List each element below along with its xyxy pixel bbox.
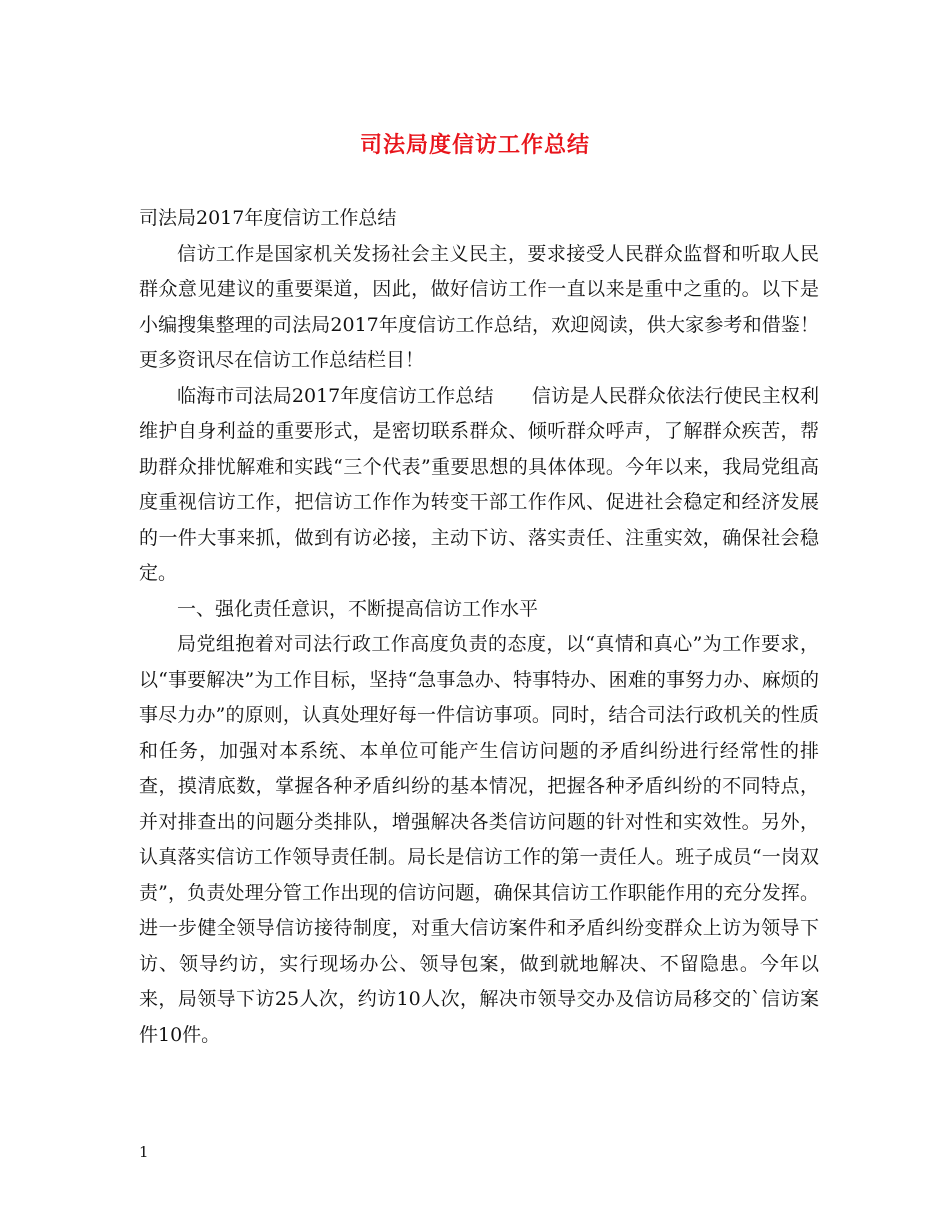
page-number: 1: [139, 1143, 149, 1161]
document-subtitle: 司法局2017年度信访工作总结: [139, 207, 397, 229]
document-body: [139, 201, 819, 1053]
paragraph-overview: 临海市司法局2017年度信访工作总结 信访是人民群众依法行使民主权利维护自身利益的重要形式，是密切联系群众、倾听群众呼声，了解群众疾苦，帮助群众排忧解难和实践“三个代表”重要思想的具体体现。今年以来，我局党组高度重视信访工作，把信访工作作为转变干部工作作风、促进社会稳定和经济发展的一件大事来抓，做到有访必接，主动下访、落实责任、注重实效，确保社会稳定。: [139, 384, 819, 584]
document-title: 司法局度信访工作总结: [359, 132, 590, 158]
paragraph-section-one: 局党组抱着对司法行政工作高度负责的态度，以“真情和真心”为工作要求，以“事要解决”为工作目标，坚持“急事急办、特事特办、困难的事努力办、麻烦的事尽力办”的原则，认真处理好每一件信访事项。同时，结合司法行政机关的性质和任务，加强对本系统、本单位可能产生信访问题的矛盾纠纷进行经常性的排查，摸清底数，掌握各种矛盾纠纷的基本情况，把握各种矛盾纠纷的不同特点，并对排查出的问题分类排队，增强解决各类信访问题的针对性和实效性。另外，认真落实信访工作领导责任制。局长是信访工作的第一责任人。班子成员“一岗双责”，负责处理分管工作出现的信访问题，确保其信访工作职能作用的充分发挥。进一步健全领导信访接待制度，对重大信访案件和矛盾纠纷变群众上访为领导下访、领导约访，实行现场办公、领导包案，做到就地解决、不留隐患。今年以来，局领导下访25人次，约访10人次，解决市领导交办及信访局移交的`信访案件10件。: [139, 633, 819, 1046]
section-heading: 一、强化责任意识，不断提高信访工作水平: [177, 597, 539, 620]
paragraph-intro: 信访工作是国家机关发扬社会主义民主，要求接受人民群众监督和听取人民群众意见建议的重要渠道，因此，做好信访工作一直以来是重中之重的。以下是小编搜集整理的司法局2017年度信访工作总结，欢迎阅读，供大家参考和借鉴！更多资讯尽在信访工作总结栏目！: [139, 242, 819, 371]
